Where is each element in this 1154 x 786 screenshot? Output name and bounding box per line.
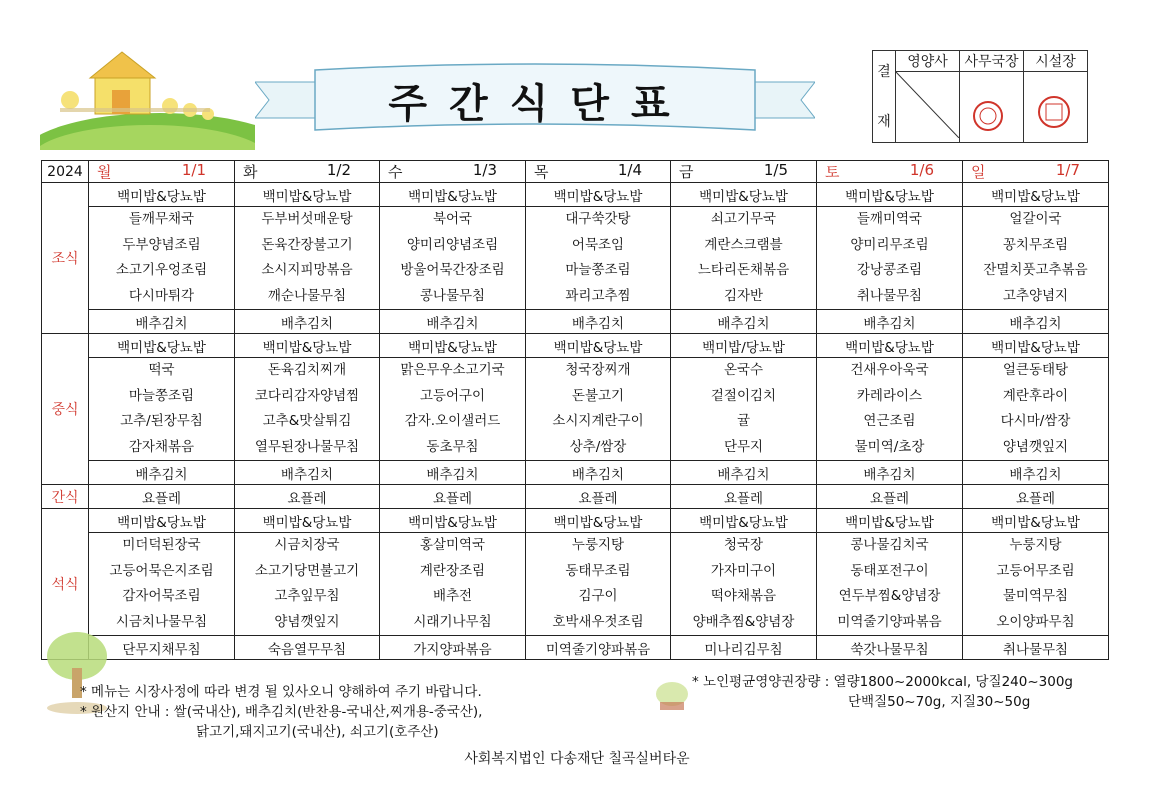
menu-cell: 배추김치 (671, 461, 817, 485)
meal-label-lunch: 중식 (42, 334, 89, 485)
breakfast-rice-row (42, 183, 1109, 207)
menu-cell: 백미밥&당뇨밥 (89, 509, 235, 533)
menu-cell: 백미밥&당뇨밥 (817, 334, 963, 358)
approval-stamp-cell (1024, 72, 1088, 143)
meal-label-snack: 간식 (42, 485, 89, 509)
menu-cell: 청국장 가자미구이 떡야채볶음 양배추찜&양념장 (671, 533, 817, 636)
menu-cell: 백미밥&당뇨밥 (526, 334, 671, 358)
menu-cell: 백미밥&당뇨밥 (963, 509, 1109, 533)
menu-cell: 북어국 양미리양념조림 방울어묵간장조림 콩나물무침 (380, 207, 526, 310)
menu-cell: 들깨무채국 두부양념조림 소고기우엉조림 다시마튀각 (89, 207, 235, 310)
meal-label-dinner: 석식 (42, 509, 89, 660)
notes-left (80, 682, 482, 742)
shrub-icon (652, 676, 692, 716)
day-header: 수 1/3 (380, 161, 526, 183)
menu-cell: 대구쑥갓탕 어묵조임 마늘쫑조림 꽈리고추찜 (526, 207, 671, 310)
dinner-last-row (42, 636, 1109, 660)
house-hill-illustration (40, 48, 255, 150)
menu-cell: 백미밥&당뇨밥 (671, 509, 817, 533)
menu-cell: 떡국 마늘쫑조림 고추/된장무침 감자채볶음 (89, 358, 235, 461)
menu-cell: 청국장찌개 돈불고기 소시지계란구이 상추/쌈장 (526, 358, 671, 461)
menu-cell: 백미밥&당뇨밥 (671, 183, 817, 207)
menu-cell: 돈육김치찌개 코다리감자양념찜 고추&맛살튀김 열무된장나물무침 (235, 358, 380, 461)
menu-cell: 요플레 (235, 485, 380, 509)
approval-side-label: 결 재 (873, 51, 896, 143)
menu-cell: 백미밥&당뇨밥 (235, 509, 380, 533)
nutrition-line: 단백질50~70g, 지질30~50g (848, 694, 1031, 710)
organization-footer: 사회복지법인 다송재단 칠곡실버타운 (464, 751, 690, 767)
menu-cell: 배추김치 (526, 461, 671, 485)
menu-cell: 배추김치 (380, 310, 526, 334)
menu-cell: 취나물무침 (963, 636, 1109, 660)
menu-cell: 백미밥&당뇨밥 (380, 334, 526, 358)
breakfast-kimchi-row (42, 310, 1109, 334)
lunch-kimchi-row (42, 461, 1109, 485)
menu-cell: 요플레 (963, 485, 1109, 509)
menu-cell: 배추김치 (963, 461, 1109, 485)
year-cell: 2024 (42, 161, 89, 183)
breakfast-dishes-row (42, 207, 1109, 310)
note-line: * 원산지 안내 : 쌀(국내산), 배추김치(반찬용-국내산,찌개용-중국산), (80, 704, 483, 720)
menu-cell: 미나리김무침 (671, 636, 817, 660)
page-title: 주간식단표 (388, 81, 692, 127)
menu-cell: 요플레 (671, 485, 817, 509)
menu-cell: 백미밥&당뇨밥 (89, 334, 235, 358)
approval-role: 사무국장 (960, 51, 1024, 72)
menu-cell: 배추김치 (235, 461, 380, 485)
lunch-rice-row (42, 334, 1109, 358)
menu-cell: 요플레 (526, 485, 671, 509)
lunch-dishes-row (42, 358, 1109, 461)
menu-cell: 맑은무우소고기국 고등어구이 감자.오이샐러드 동초무침 (380, 358, 526, 461)
menu-cell: 미역줄기양파볶음 (526, 636, 671, 660)
menu-cell: 배추김치 (235, 310, 380, 334)
menu-cell: 배추김치 (817, 461, 963, 485)
menu-cell: 백미밥&당뇨밥 (380, 183, 526, 207)
menu-cell: 쇠고기무국 계란스크램블 느타리돈채볶음 김자반 (671, 207, 817, 310)
menu-cell: 숙음열무무침 (235, 636, 380, 660)
nutrition-line: * 노인평균영양권장량 : 열량1800~2000kcal, 당질240~300g (692, 674, 1073, 690)
menu-cell: 배추김치 (380, 461, 526, 485)
approval-stamp-cell (960, 72, 1024, 143)
meal-label-breakfast: 조식 (42, 183, 89, 334)
day-header-row (42, 161, 1109, 183)
menu-cell: 단무지채무침 (89, 636, 235, 660)
menu-cell: 백미밥/당뇨밥 (671, 334, 817, 358)
approval-role: 영양사 (896, 51, 960, 72)
menu-cell: 요플레 (89, 485, 235, 509)
menu-cell: 백미밥&당뇨밥 (817, 183, 963, 207)
menu-cell: 온국수 겉절이김치 귤 단무지 (671, 358, 817, 461)
menu-cell: 백미밥&당뇨밥 (817, 509, 963, 533)
day-header: 화 1/2 (235, 161, 380, 183)
day-header: 목 1/4 (526, 161, 671, 183)
day-header: 월 1/1 (89, 161, 235, 183)
menu-cell: 두부버섯매운탕 돈육간장불고기 소시지피망볶음 깨순나물무침 (235, 207, 380, 310)
menu-cell: 건새우아욱국 카레라이스 연근조림 물미역/초장 (817, 358, 963, 461)
menu-cell: 요플레 (380, 485, 526, 509)
menu-cell: 배추김치 (89, 461, 235, 485)
menu-cell: 들깨미역국 양미리무조림 강낭콩조림 취나물무침 (817, 207, 963, 310)
menu-cell: 배추김치 (817, 310, 963, 334)
menu-cell: 백미밥&당뇨밥 (963, 334, 1109, 358)
menu-cell: 가지양파볶음 (380, 636, 526, 660)
menu-cell: 홍살미역국 계란장조림 배추전 시래기나무침 (380, 533, 526, 636)
note-line: * 메뉴는 시장사정에 따라 변경 될 있사오니 양해하여 주기 바랍니다. (80, 684, 482, 700)
day-header: 일 1/7 (963, 161, 1109, 183)
day-header: 토 1/6 (817, 161, 963, 183)
weekly-menu-table (41, 160, 1109, 660)
day-header: 금 1/5 (671, 161, 817, 183)
menu-cell: 쑥갓나물무침 (817, 636, 963, 660)
menu-cell: 배추김치 (89, 310, 235, 334)
red-seal-stamp (1024, 72, 1087, 138)
menu-cell: 요플레 (817, 485, 963, 509)
menu-cell: 누룽지탕 고등어무조림 물미역무침 오이양파무침 (963, 533, 1109, 636)
menu-cell: 콩나물김치국 동태포전구이 연두부찜&양념장 미역줄기양파볶음 (817, 533, 963, 636)
menu-cell: 백미밥&당뇨밥 (380, 509, 526, 533)
menu-cell: 백미밥&당뇨밥 (526, 183, 671, 207)
menu-cell: 시금치장국 소고기당면불고기 고추잎무침 양념깻잎지 (235, 533, 380, 636)
menu-cell: 얼큰동태탕 계란후라이 다시마/쌈장 양념깻잎지 (963, 358, 1109, 461)
menu-cell: 백미밥&당뇨밥 (526, 509, 671, 533)
menu-cell: 얼갈이국 꽁치무조림 잔멸치풋고추볶음 고추양념지 (963, 207, 1109, 310)
red-seal-stamp (960, 72, 1023, 138)
menu-cell: 백미밥&당뇨밥 (89, 183, 235, 207)
menu-cell: 백미밥&당뇨밥 (235, 183, 380, 207)
snack-row (42, 485, 1109, 509)
menu-cell: 배추김치 (963, 310, 1109, 334)
menu-cell: 배추김치 (671, 310, 817, 334)
approval-box (872, 50, 1088, 143)
approval-role: 시설장 (1024, 51, 1088, 72)
menu-cell: 미더덕된장국 고등어묵은지조림 감자어묵조림 시금치나물무침 (89, 533, 235, 636)
menu-cell: 배추김치 (526, 310, 671, 334)
dinner-dishes-row (42, 533, 1109, 636)
approval-slash-cell (896, 72, 960, 143)
menu-cell: 백미밥&당뇨밥 (235, 334, 380, 358)
menu-cell: 누룽지탕 동태무조림 김구이 호박새우젓조림 (526, 533, 671, 636)
notes-right (692, 672, 1073, 712)
menu-cell: 백미밥&당뇨밥 (963, 183, 1109, 207)
dinner-rice-row (42, 509, 1109, 533)
note-line: 닭고기,돼지고기(국내산), 쇠고기(호주산) (196, 724, 439, 740)
slash-line (896, 72, 959, 138)
